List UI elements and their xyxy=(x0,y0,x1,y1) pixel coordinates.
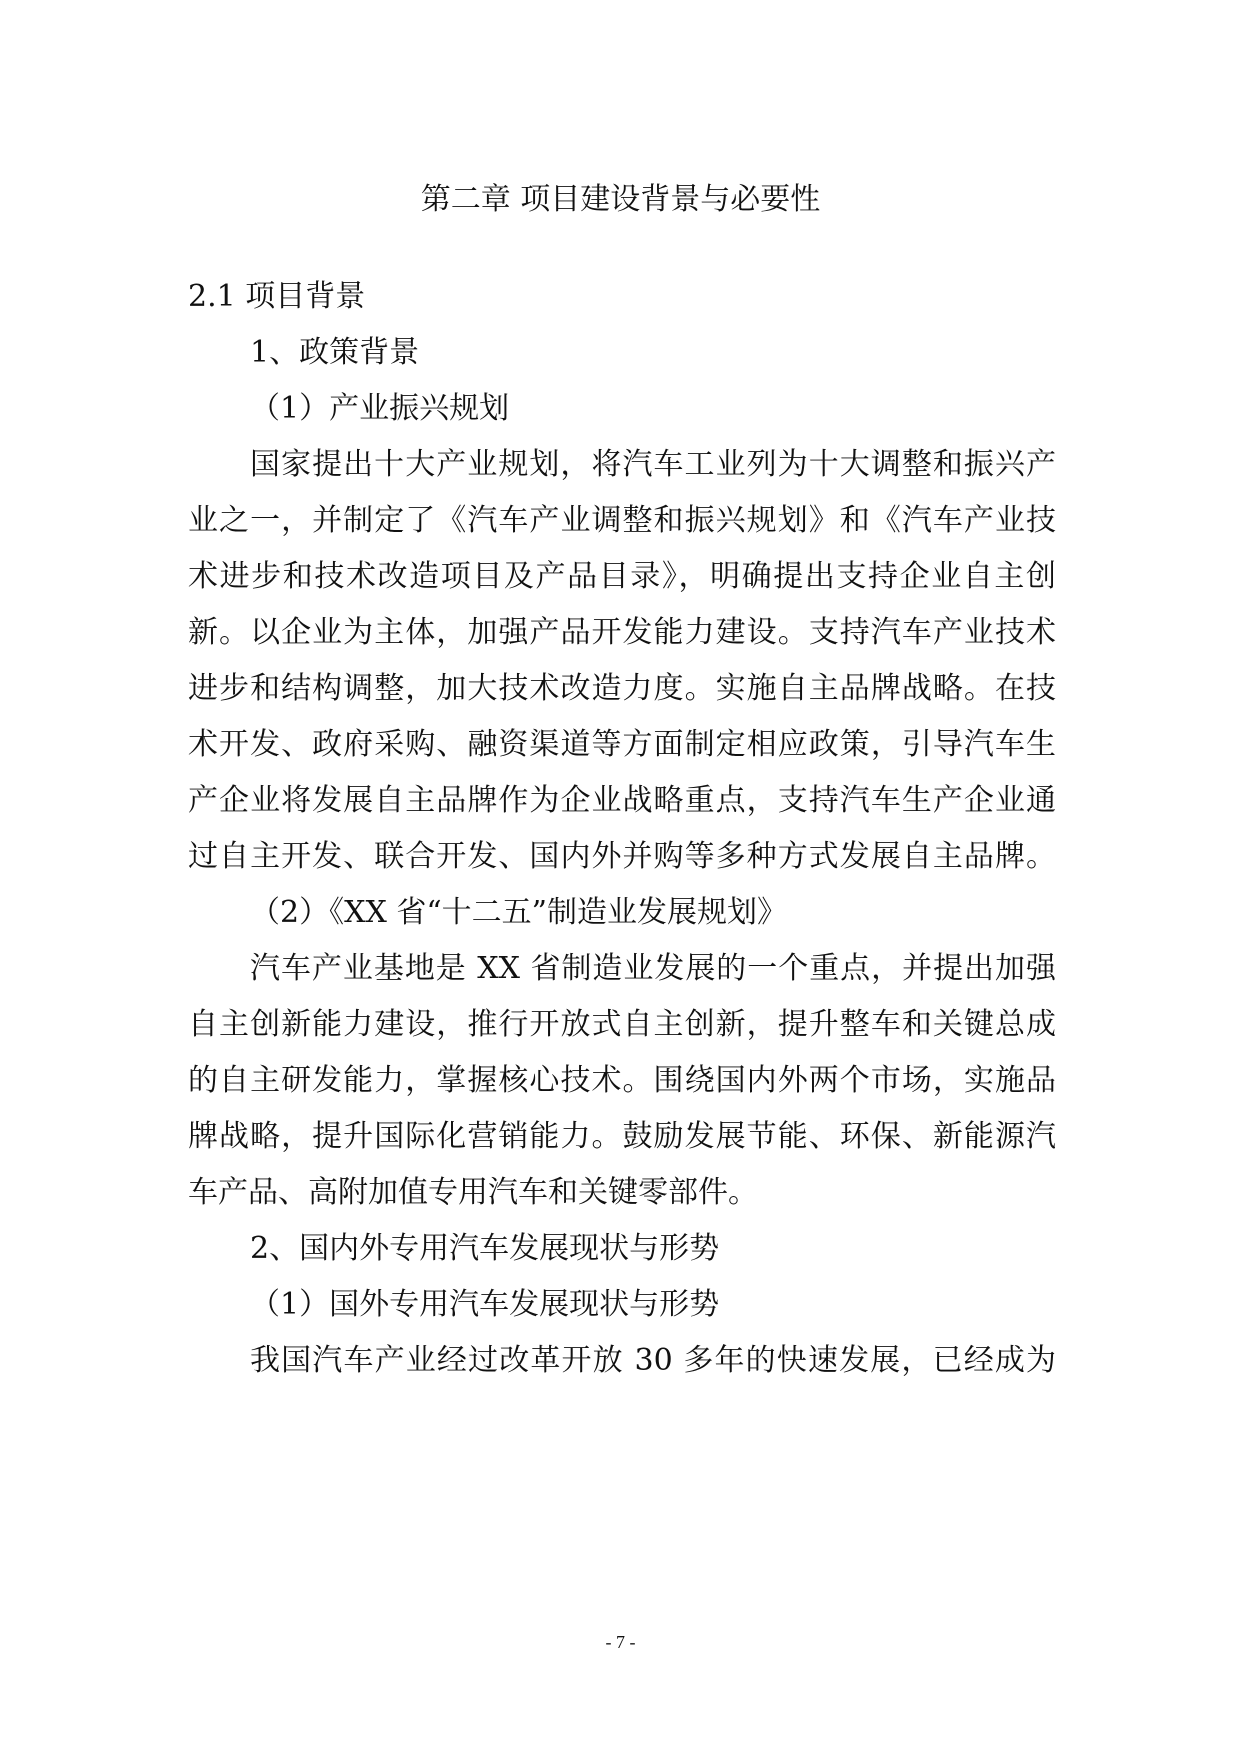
chapter-title: 第二章 项目建设背景与必要性 xyxy=(420,182,821,217)
page-number: - 7 - xyxy=(605,1632,636,1652)
paragraph-line: 新。以企业为主体，加强产品开发能力建设。支持汽车产业技术 xyxy=(188,615,1056,650)
paragraph-line: 牌战略，提升国际化营销能力。鼓励发展节能、环保、新能源汽 xyxy=(188,1119,1056,1154)
paragraph-line: 的自主研发能力，掌握核心技术。围绕国内外两个市场，实施品 xyxy=(188,1063,1056,1098)
paragraph-line: 术进步和技术改造项目及产品目录》，明确提出支持企业自主创 xyxy=(188,559,1056,594)
subsection-heading: （1）国外专用汽车发展现状与形势 xyxy=(250,1287,720,1322)
paragraph-line: 国家提出十大产业规划，将汽车工业列为十大调整和振兴产 xyxy=(250,447,1056,482)
subsection-heading: （1）产业振兴规划 xyxy=(250,391,510,426)
paragraph-line: 业之一，并制定了《汽车产业调整和振兴规划》和《汽车产业技 xyxy=(188,503,1056,538)
section-heading: 2.1 项目背景 xyxy=(188,279,366,314)
paragraph-line: 汽车产业基地是 XX 省制造业发展的一个重点，并提出加强 xyxy=(250,951,1056,986)
paragraph-line: 术开发、政府采购、融资渠道等方面制定相应政策，引导汽车生 xyxy=(188,727,1056,762)
paragraph-line: 进步和结构调整，加大技术改造力度。实施自主品牌战略。在技 xyxy=(188,671,1056,706)
paragraph-line: 自主创新能力建设，推行开放式自主创新，提升整车和关键总成 xyxy=(188,1007,1056,1042)
subsection-heading: （2）《XX 省“十二五”制造业发展规划》 xyxy=(250,895,788,930)
paragraph-line: 我国汽车产业经过改革开放 30 多年的快速发展，已经成为 xyxy=(250,1343,1056,1378)
subsection-heading: 1、政策背景 xyxy=(250,335,420,370)
paragraph-line: 过自主开发、联合开发、国内外并购等多种方式发展自主品牌。 xyxy=(188,839,1056,874)
subsection-heading: 2、国内外专用汽车发展现状与形势 xyxy=(250,1231,720,1266)
paragraph-line: 产企业将发展自主品牌作为企业战略重点，支持汽车生产企业通 xyxy=(188,783,1056,818)
paragraph-line: 车产品、高附加值专用汽车和关键零部件。 xyxy=(188,1175,758,1210)
